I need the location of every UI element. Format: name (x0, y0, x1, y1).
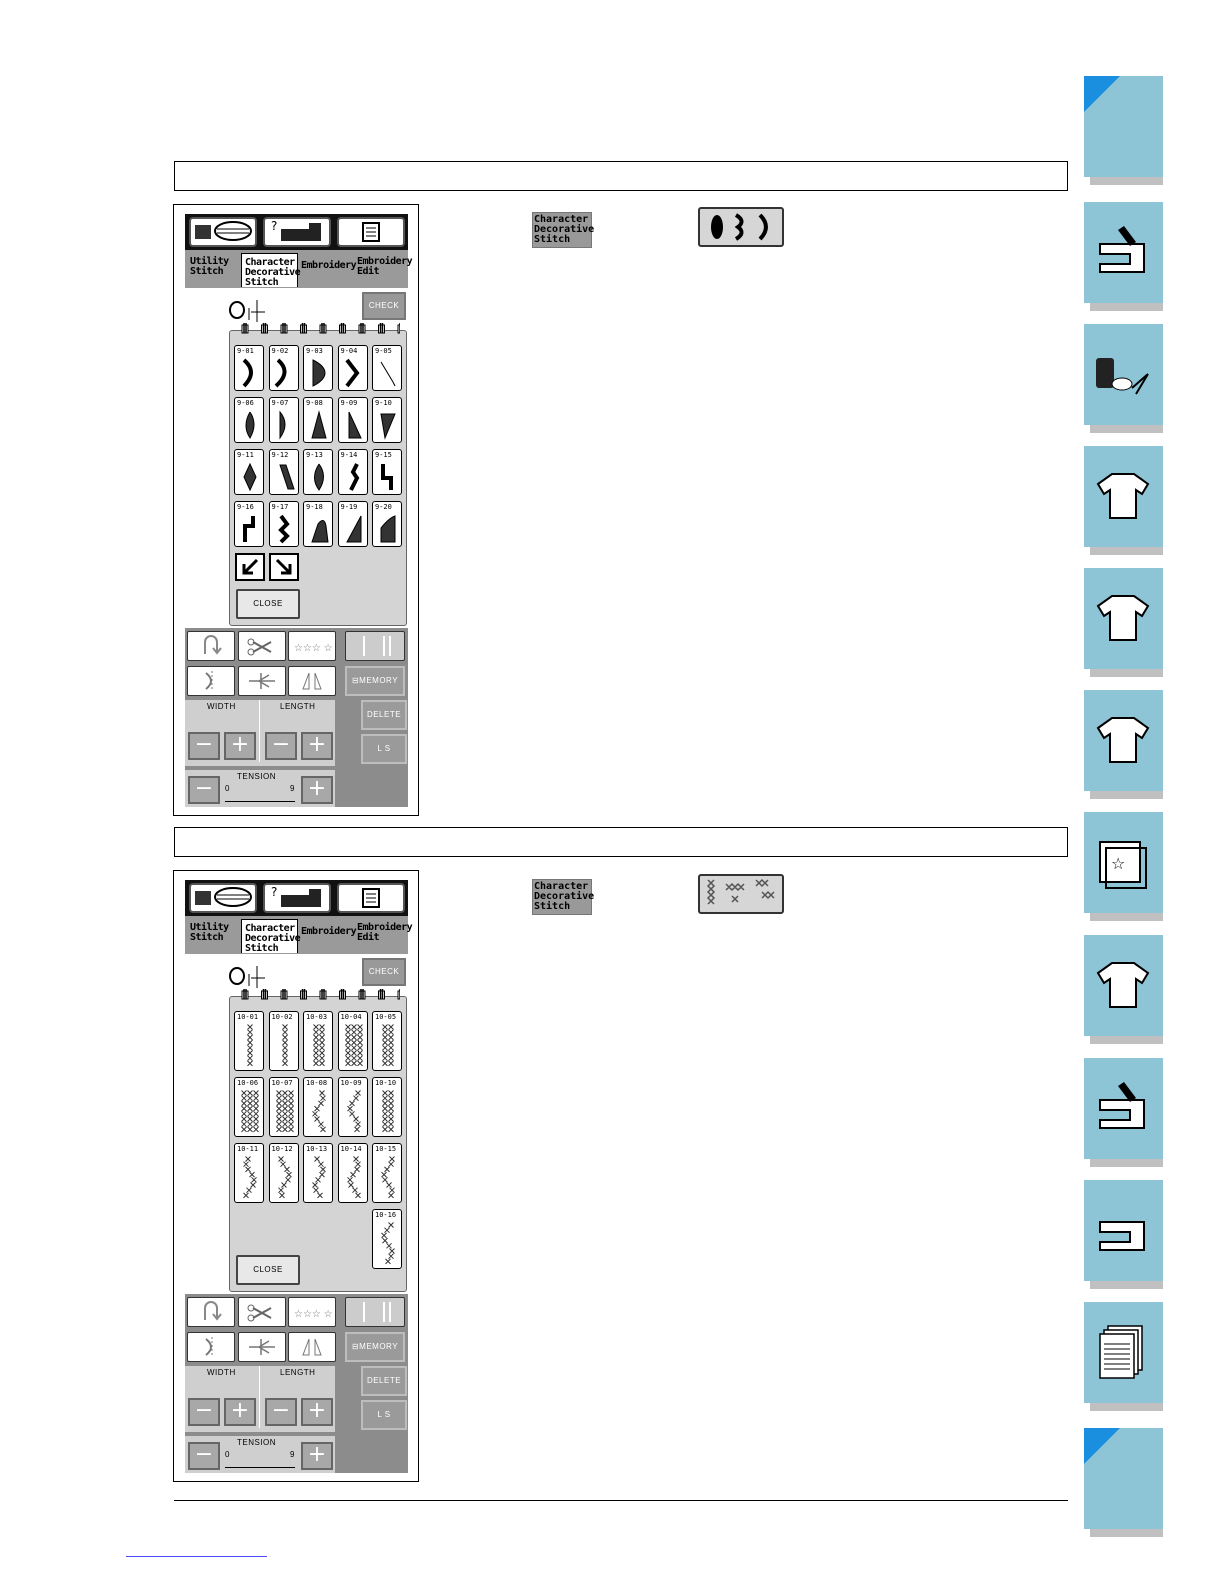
tension-max-label: 9 (290, 1450, 295, 1459)
memory-button[interactable]: ⊟MEMORY (345, 666, 405, 696)
stitch-button-10-15[interactable] (372, 1143, 402, 1203)
chapter-tab-11[interactable] (1084, 1302, 1163, 1403)
twin-needle-button[interactable] (345, 631, 405, 661)
stitch-code: 9-04 (340, 347, 358, 355)
check-button[interactable]: CHECK (362, 292, 406, 320)
tension-minus-button[interactable]: − (188, 1442, 220, 1470)
stitch-button-9-18[interactable] (303, 501, 333, 547)
star-pattern-icon (289, 1298, 335, 1326)
satin-stitch-icon (235, 398, 265, 444)
tab-shadow (1090, 1036, 1163, 1044)
svg-text:☆: ☆ (1111, 854, 1126, 873)
stitch-button-9-04[interactable] (338, 345, 368, 391)
mirror-vertical-button[interactable] (187, 666, 235, 696)
stitch-code: 9-15 (375, 451, 392, 459)
stitch-code: 9-16 (237, 503, 254, 511)
tab-embroidery-edit[interactable]: Embroidery Edit (357, 256, 413, 277)
stitch-button-9-12[interactable] (269, 449, 299, 495)
stitch-code: 10-09 (340, 1079, 362, 1087)
help-button[interactable] (263, 217, 331, 247)
satin-stitch-icon (235, 450, 265, 496)
cross-stitch-icon (700, 876, 782, 912)
stitch-button-9-08[interactable] (303, 397, 333, 443)
stitch-button-9-14[interactable] (338, 449, 368, 495)
width-length-box (185, 700, 335, 766)
satin-stitch-icon (339, 346, 369, 392)
mode-tabs (185, 250, 413, 288)
chapter-tab-2[interactable] (1084, 202, 1163, 303)
reverse-icon (188, 632, 234, 660)
star-pattern-icon (289, 632, 335, 660)
tab-shadow (1090, 1159, 1163, 1167)
stitch-button-9-09[interactable] (338, 397, 368, 443)
chapter-tab-5[interactable] (1084, 568, 1163, 669)
thread-scissors-icon (1084, 324, 1163, 425)
mirror-horizontal-button[interactable] (288, 666, 336, 696)
tab-utility-stitch[interactable]: Utility Stitch (190, 922, 229, 943)
svg-text:☆☆☆ ☆: ☆☆☆ ☆ (294, 643, 333, 654)
tab-embroidery-edit[interactable]: Embroidery Edit (357, 922, 413, 943)
stitch-button-10-04[interactable] (338, 1011, 368, 1071)
satin-stitch-icon (235, 346, 265, 392)
stitch-button-9-05[interactable] (372, 345, 402, 391)
check-button[interactable]: CHECK (362, 958, 406, 986)
stitch-button-9-11[interactable] (234, 449, 264, 495)
stitch-button-10-01[interactable] (234, 1011, 264, 1071)
pattern-repeat-button[interactable] (288, 631, 336, 661)
shirt-icon (1084, 446, 1163, 547)
stitch-button-10-06[interactable] (234, 1077, 264, 1137)
tension-scale (225, 1462, 295, 1468)
twin-needle-icon (346, 632, 404, 660)
stitch-button-9-15[interactable] (372, 449, 402, 495)
machine-help-icon (265, 885, 329, 911)
control-area (185, 628, 408, 807)
satin-stitch-icon (304, 450, 334, 496)
bottom-rule (174, 1500, 1068, 1501)
svg-text:?: ? (271, 885, 278, 899)
stitch-code: 10-16 (375, 1211, 397, 1219)
reference-button[interactable] (189, 217, 257, 247)
stitch-button-10-11[interactable] (234, 1143, 264, 1203)
stitch-code: 10-10 (375, 1079, 397, 1087)
stitch-code: 10-15 (375, 1145, 397, 1153)
screen-panel-1 (173, 204, 419, 816)
shirt-needle-icon (1084, 935, 1163, 1036)
pattern-repeat-button[interactable] (288, 1297, 336, 1327)
stitch-code: 10-02 (271, 1013, 293, 1021)
machine-help-icon (265, 219, 329, 245)
thread-cutter-button[interactable] (238, 631, 286, 661)
stitch-code: 9-07 (271, 399, 289, 407)
stitch-code: 10-12 (271, 1145, 293, 1153)
tab-shadow (1090, 1403, 1163, 1411)
cross-stitch-icon (235, 1078, 265, 1138)
tab-shadow (1090, 1281, 1163, 1289)
tension-min-label: 0 (225, 1450, 230, 1459)
memory-button[interactable]: ⊟MEMORY (345, 1332, 405, 1362)
stitch-button-9-17[interactable] (269, 501, 299, 547)
settings-button[interactable] (337, 883, 405, 913)
tab-shadow (1090, 669, 1163, 677)
length-minus-button[interactable]: − (265, 1398, 297, 1426)
scissors-icon (239, 1298, 285, 1326)
tension-scale (225, 796, 295, 802)
stitch-code: 10-13 (306, 1145, 328, 1153)
book-icon (191, 219, 255, 245)
tension-plus-button[interactable]: + (301, 776, 333, 804)
stitch-button-10-09[interactable] (338, 1077, 368, 1137)
twin-needle-button[interactable] (345, 1297, 405, 1327)
satin-stitch-icon (270, 502, 300, 548)
stitch-code: 9-10 (375, 399, 392, 407)
book-icon (191, 885, 255, 911)
cross-stitch-icon (270, 1144, 300, 1204)
chapter-tab-4[interactable] (1084, 446, 1163, 547)
machine-maintenance-icon (1084, 1058, 1163, 1159)
pattern-frame (229, 996, 407, 1292)
divider (259, 700, 260, 762)
width-length-box (185, 1366, 335, 1432)
satin-stitch-icon (373, 450, 403, 496)
thread-cutter-button[interactable] (238, 1297, 286, 1327)
mode-label-2: Character Decorative Stitch (532, 879, 592, 915)
stitch-code: 9-09 (340, 399, 358, 407)
chapter-tab-8[interactable] (1084, 935, 1163, 1036)
shirt-letter-icon (1084, 812, 1163, 913)
tab-shadow (1090, 913, 1163, 921)
section-header-1 (174, 161, 1068, 191)
svg-text:?: ? (271, 219, 278, 233)
flip-icon (289, 667, 335, 695)
reverse-stitch-button[interactable] (187, 631, 235, 661)
stitch-button-9-13[interactable] (303, 449, 333, 495)
document-icon (339, 219, 403, 245)
stitch-code: 10-05 (375, 1013, 397, 1021)
scissors-icon (239, 632, 285, 660)
cross-stitch-category-button[interactable] (698, 874, 784, 914)
satin-stitch-icon (373, 346, 403, 392)
stitch-button-9-16[interactable] (234, 501, 264, 547)
stitch-button-10-10[interactable] (372, 1077, 402, 1137)
cross-stitch-icon (339, 1012, 369, 1072)
chapter-tab-3[interactable] (1084, 324, 1163, 425)
reference-button[interactable] (189, 883, 257, 913)
stitch-code: 10-01 (237, 1013, 259, 1021)
satin-stitch-icon (270, 398, 300, 444)
stitch-button-9-03[interactable] (303, 345, 333, 391)
reverse-stitch-button[interactable] (187, 1297, 235, 1327)
length-label: LENGTH (280, 702, 316, 711)
width-label: WIDTH (207, 702, 236, 711)
stitch-code: 9-12 (271, 451, 289, 459)
reverse-icon (188, 1298, 234, 1326)
tension-box (185, 770, 335, 807)
close-button[interactable]: CLOSE (236, 589, 300, 619)
stitch-code: 9-14 (340, 451, 358, 459)
stitch-code: 9-03 (306, 347, 323, 355)
chapter-tab-6[interactable] (1084, 690, 1163, 791)
cross-stitch-icon (339, 1144, 369, 1204)
binder-rings-icon (240, 989, 400, 1005)
tab-shadow (1090, 425, 1163, 433)
shirt-abc-icon (1084, 568, 1163, 669)
satin-stitch-icon (339, 450, 369, 496)
needle-position-icon (239, 1333, 285, 1361)
stitch-code: 9-17 (271, 503, 289, 511)
screen-panel-2 (173, 870, 419, 1482)
stitch-button-10-07[interactable] (269, 1077, 299, 1137)
arrow-down-right-icon (271, 555, 297, 579)
chapter-tab-7[interactable] (1084, 812, 1163, 913)
satin-stitch-icon (373, 398, 403, 444)
stitch-button-9-10[interactable] (372, 397, 402, 443)
footer-link-underline[interactable] (126, 1556, 267, 1557)
stitch-code: 9-13 (306, 451, 323, 459)
length-minus-button[interactable]: − (265, 732, 297, 760)
satin-stitch-icon (373, 502, 403, 548)
section-header-2 (174, 827, 1068, 857)
tab-shadow (1090, 791, 1163, 799)
chapter-tab-12[interactable] (1084, 1428, 1163, 1529)
settings-button[interactable] (337, 217, 405, 247)
tab-shadow (1090, 303, 1163, 311)
width-minus-button[interactable]: − (188, 732, 220, 760)
memory-icon: ⊟ (351, 1342, 360, 1351)
cross-stitch-icon (304, 1012, 334, 1072)
cross-stitch-icon (373, 1144, 403, 1204)
stitch-area (185, 954, 408, 1294)
tab-shadow (1090, 547, 1163, 555)
tab-embroidery[interactable]: Embroidery (301, 260, 357, 271)
stitch-code: 9-19 (340, 503, 358, 511)
stitch-code: 9-05 (375, 347, 392, 355)
arrow-down-left-icon (237, 555, 263, 579)
size-button[interactable]: L S (361, 1400, 407, 1430)
needle-position-icon (239, 667, 285, 695)
satin-stitch-icon (339, 398, 369, 444)
stitch-button-10-16[interactable] (372, 1209, 402, 1269)
tab-character-decorative[interactable]: Character Decorative Stitch (241, 919, 298, 953)
stitch-button-9-01[interactable] (234, 345, 264, 391)
twin-needle-icon (346, 1298, 404, 1326)
tab-shadow (1090, 177, 1163, 185)
stitch-button-10-12[interactable] (269, 1143, 299, 1203)
tension-box (185, 1436, 335, 1473)
tension-minus-button[interactable]: − (188, 776, 220, 804)
cross-stitch-icon (270, 1012, 300, 1072)
stitch-button-10-08[interactable] (303, 1077, 333, 1137)
stitch-button-9-02[interactable] (269, 345, 299, 391)
cross-stitch-icon (373, 1012, 403, 1072)
width-plus-button[interactable]: + (224, 732, 256, 760)
tab-utility-stitch[interactable]: Utility Stitch (190, 256, 229, 277)
tab-embroidery[interactable]: Embroidery (301, 926, 357, 937)
mirror-icon (188, 667, 234, 695)
size-button[interactable]: L S (361, 734, 407, 764)
document-icon (339, 885, 403, 911)
satin-stitch-category-button[interactable] (698, 207, 784, 247)
satin-stitch-icon (304, 398, 334, 444)
length-plus-button[interactable]: + (301, 1398, 333, 1426)
stitch-code: 10-04 (340, 1013, 362, 1021)
stitch-code: 9-01 (237, 347, 254, 355)
help-button[interactable] (263, 883, 331, 913)
cross-stitch-icon (373, 1210, 403, 1270)
stitch-code: 9-18 (306, 503, 323, 511)
stitch-code: 9-02 (271, 347, 289, 355)
delete-button[interactable]: DELETE (361, 1366, 407, 1396)
needle-position-button[interactable] (238, 666, 286, 696)
stitch-button-10-03[interactable] (303, 1011, 333, 1071)
satin-stitch-icon (700, 209, 782, 245)
stitch-code: 10-11 (237, 1145, 259, 1153)
stitch-button-9-20[interactable] (372, 501, 402, 547)
tension-label: TENSION (237, 772, 277, 781)
sewing-machine-outline-icon (1084, 1180, 1163, 1281)
pattern-frame (229, 330, 407, 626)
embroidery-frame-icon (1084, 690, 1163, 791)
bobbin-needle-icon (229, 298, 269, 326)
chapter-tab-1[interactable] (1084, 76, 1163, 177)
chapter-tab-9[interactable] (1084, 1058, 1163, 1159)
close-button[interactable]: CLOSE (236, 1255, 300, 1285)
needle-position-button[interactable] (238, 1332, 286, 1362)
sewing-machine-icon (1084, 202, 1163, 303)
satin-stitch-icon (304, 502, 334, 548)
top-icon-bar (185, 214, 408, 250)
bobbin-needle-icon (229, 964, 269, 992)
cross-stitch-icon (270, 1078, 300, 1138)
memory-icon: ⊟ (351, 676, 360, 685)
cross-stitch-icon (373, 1078, 403, 1138)
mirror-horizontal-button[interactable] (288, 1332, 336, 1362)
stitch-button-9-19[interactable] (338, 501, 368, 547)
stitch-code: 9-08 (306, 399, 323, 407)
stitch-code: 10-03 (306, 1013, 328, 1021)
tension-plus-button[interactable]: + (301, 1442, 333, 1470)
binder-rings-icon (240, 323, 400, 339)
stitch-code: 9-06 (237, 399, 254, 407)
stitch-button-10-14[interactable] (338, 1143, 368, 1203)
satin-stitch-icon (339, 502, 369, 548)
mirror-vertical-button[interactable] (187, 1332, 235, 1362)
stitch-code: 10-07 (271, 1079, 293, 1087)
mirror-icon (188, 1333, 234, 1361)
length-label: LENGTH (280, 1368, 316, 1377)
stitch-code: 10-06 (237, 1079, 259, 1087)
corner-tab (1084, 76, 1163, 177)
stitch-button-9-06[interactable] (234, 397, 264, 443)
tension-max-label: 9 (290, 784, 295, 793)
delete-button[interactable]: DELETE (361, 700, 407, 730)
tension-label: TENSION (237, 1438, 277, 1447)
stitch-code: 10-08 (306, 1079, 328, 1087)
width-label: WIDTH (207, 1368, 236, 1377)
corner-tab (1084, 1428, 1163, 1529)
stitch-button-10-02[interactable] (269, 1011, 299, 1071)
top-icon-bar (185, 880, 408, 916)
stitch-button-10-13[interactable] (303, 1143, 333, 1203)
width-plus-button[interactable]: + (224, 1398, 256, 1426)
prev-page-button[interactable] (235, 553, 265, 581)
documents-icon (1084, 1302, 1163, 1403)
flip-icon (289, 1333, 335, 1361)
tension-min-label: 0 (225, 784, 230, 793)
cross-stitch-icon (304, 1078, 334, 1138)
control-area (185, 1294, 408, 1473)
satin-stitch-icon (270, 450, 300, 496)
satin-stitch-icon (235, 502, 265, 548)
divider (259, 1366, 260, 1428)
cross-stitch-icon (235, 1144, 265, 1204)
cross-stitch-icon (235, 1012, 265, 1072)
stitch-code: 9-20 (375, 503, 392, 511)
next-page-button[interactable] (269, 553, 299, 581)
svg-text:☆☆☆ ☆: ☆☆☆ ☆ (294, 1309, 333, 1320)
stitch-code: 9-11 (237, 451, 254, 459)
stitch-button-9-07[interactable] (269, 397, 299, 443)
cross-stitch-icon (339, 1078, 369, 1138)
mode-label-1: Character Decorative Stitch (532, 212, 592, 248)
stitch-button-10-05[interactable] (372, 1011, 402, 1071)
chapter-tab-10[interactable] (1084, 1180, 1163, 1281)
width-minus-button[interactable]: − (188, 1398, 220, 1426)
length-plus-button[interactable]: + (301, 732, 333, 760)
tab-character-decorative[interactable]: Character Decorative Stitch (241, 253, 298, 287)
satin-stitch-icon (270, 346, 300, 392)
stitch-area (185, 288, 408, 628)
tab-shadow (1090, 1529, 1163, 1537)
mode-tabs (185, 916, 413, 954)
satin-stitch-icon (304, 346, 334, 392)
stitch-code: 10-14 (340, 1145, 362, 1153)
cross-stitch-icon (304, 1144, 334, 1204)
